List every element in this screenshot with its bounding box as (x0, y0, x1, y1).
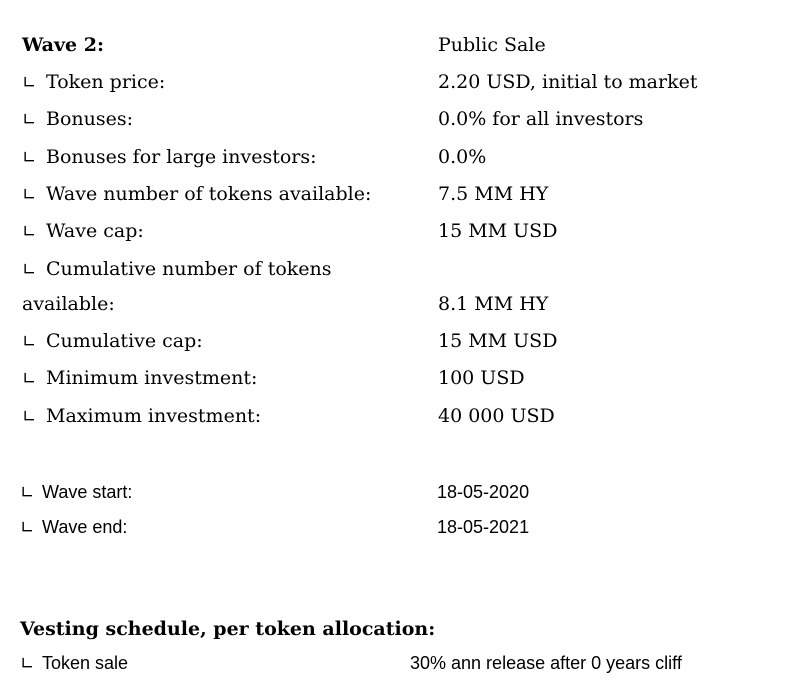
wave-tokens-value: 7.5 MM HY (438, 183, 549, 205)
wave-start-label: Wave start: (42, 482, 133, 502)
tree-marker-icon: ∟ (20, 654, 35, 674)
wave-type: Public Sale (438, 34, 546, 56)
max-investment-label: Maximum investment: (46, 405, 262, 427)
tree-marker-icon: ∟ (22, 185, 37, 205)
tree-marker-icon: ∟ (22, 73, 37, 93)
wave-start-value: 18-05-2020 (437, 482, 530, 502)
tree-marker-icon: ∟ (20, 518, 35, 538)
min-investment-value: 100 USD (438, 367, 525, 389)
wave-cap-label: Wave cap: (46, 220, 144, 242)
tree-marker-icon: ∟ (22, 369, 37, 389)
tree-marker-icon: ∟ (20, 483, 35, 503)
tree-marker-icon: ∟ (22, 407, 37, 427)
wave-end-label: Wave end: (42, 517, 128, 537)
large-investor-bonuses-label: Bonuses for large investors: (46, 146, 317, 168)
bonuses-value: 0.0% for all investors (438, 108, 644, 130)
cumulative-cap-value: 15 MM USD (438, 330, 558, 352)
wave-tokens-label: Wave number of tokens available: (46, 183, 372, 205)
min-investment-label: Minimum investment: (46, 367, 258, 389)
tree-marker-icon: ∟ (22, 110, 37, 130)
tree-marker-icon: ∟ (22, 332, 37, 352)
large-investor-bonuses-value: 0.0% (438, 146, 487, 168)
wave-title: Wave 2: (22, 34, 104, 56)
tree-marker-icon: ∟ (22, 222, 37, 242)
cumulative-tokens-value: 8.1 MM HY (438, 293, 549, 315)
token-price-value: 2.20 USD, initial to market (438, 71, 698, 93)
cumulative-tokens-label: Cumulative number of tokens (46, 258, 332, 280)
token-price-label: Token price: (46, 71, 166, 93)
token-sale-label: Token sale (42, 653, 129, 673)
tree-marker-icon: ∟ (22, 148, 37, 168)
token-sale-value: 30% ann release after 0 years cliff (410, 653, 682, 673)
max-investment-value: 40 000 USD (438, 405, 555, 427)
cumulative-cap-label: Cumulative cap: (46, 330, 203, 352)
bonuses-label: Bonuses: (46, 108, 134, 130)
wave-end-value: 18-05-2021 (437, 517, 530, 537)
wave-cap-value: 15 MM USD (438, 220, 558, 242)
cumulative-tokens-label-continued: available: (22, 293, 115, 315)
vesting-title: Vesting schedule, per token allocation: (20, 618, 436, 640)
tree-marker-icon: ∟ (22, 260, 37, 280)
